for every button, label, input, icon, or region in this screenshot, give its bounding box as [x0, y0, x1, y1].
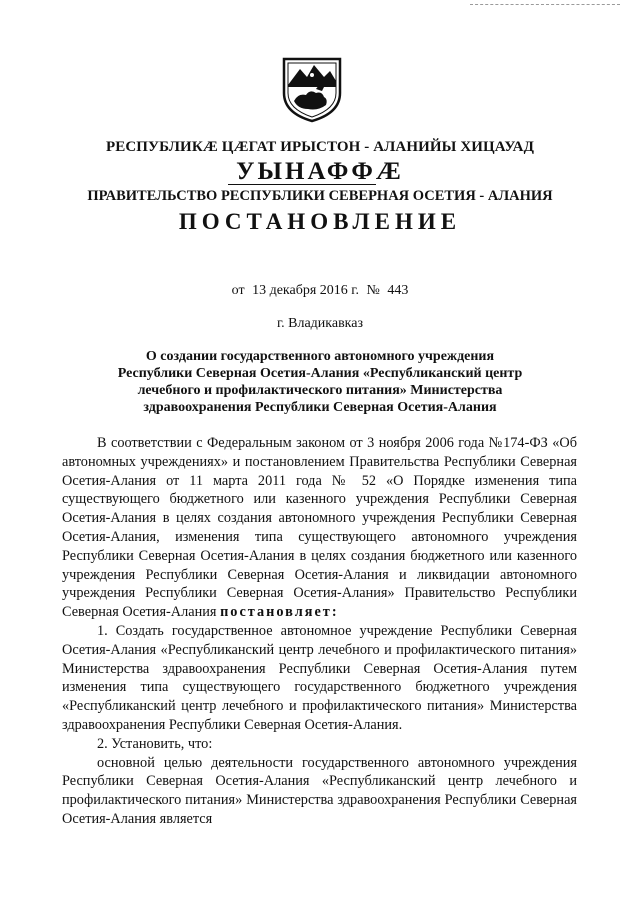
document-type-heading: ПОСТАНОВЛЕНИЕ — [178, 209, 462, 234]
document-title: О создании государственного автономного учреждения Республики Северная Осетия-Алания «Республиканский центр лечебного и профилактического питания» Министерства здравоохранения Республики Северная Осетия-Алания — [117, 349, 523, 415]
clause-2-paragraph: 2. Установить, что: — [97, 735, 213, 752]
date-number-line — [0, 283, 640, 299]
document-date: 13 декабря 2016 г. — [252, 283, 359, 298]
ossetian-government-heading: УЫНАФФӔ — [236, 158, 404, 185]
russian-government-heading: ПРАВИТЕЛЬСТВО РЕСПУБЛИКИ СЕВЕРНАЯ ОСЕТИЯ - АЛАНИЯ — [87, 188, 553, 204]
city-line: г. Владикавказ — [276, 316, 364, 331]
document-body — [62, 434, 577, 829]
header-divider — [228, 184, 376, 185]
date-prefix: от — [231, 283, 245, 298]
document-number: 443 — [387, 283, 409, 298]
scan-artifact-line — [470, 4, 620, 6]
clause-1-paragraph: 1. Создать государственное автономное учреждение Республики Северная Осетия-Алания «Республиканский центр лечебного и профилактического питания» Министерства здравоохранения Республики Северная Осетия-Алания путем изменения типа существующего государственного бюджетного учреждения «Республиканский центр лечебного и профилактического питания» Министерства здравоохранения Республики Северная Осетия-Алания. — [62, 622, 577, 733]
number-sign: № — [366, 283, 380, 298]
coat-of-arms-icon — [280, 55, 344, 123]
clause-2-text-paragraph: основной целью деятельности государственного автономного учреждения Республики Северная Осетия-Алания «Республиканский центр лечебного и профилактического питания» Министерства здравоохранения Республики Северная Осетия-Алания является — [62, 754, 577, 827]
preamble-text: В соответствии с Федеральным законом от 3 ноября 2006 года №174-ФЗ «Об автономных учреждениях» и постановлением Правительства Республики Северная Осетия-Алания от 11 марта 2011 года № 52 «О Порядке изменения типа существующего бюджетного или казенного учреждения Республики Северная Осетия-Алания в целях создания автономного учреждения Республики Северная Осетия-Алания, изменения типа существующего автономного учреждения Республики Северная Осетия-Алания в целях создания бюджетного или казенного учреждения Республики Северная Осетия-Алания и ликвидации автономного учреждения Республики Северная Осетия-Алания» Правительство Республики Северная Осетия-Алания — [62, 435, 577, 621]
ossetian-republic-heading: РЕСПУБЛИКӔ ЦӔГАТ ИРЫСТОН - АЛАНИЙЫ ХИЦАУАД — [105, 139, 535, 155]
preamble-paragraph — [62, 434, 577, 622]
decree-word: постановляет: — [220, 604, 339, 621]
